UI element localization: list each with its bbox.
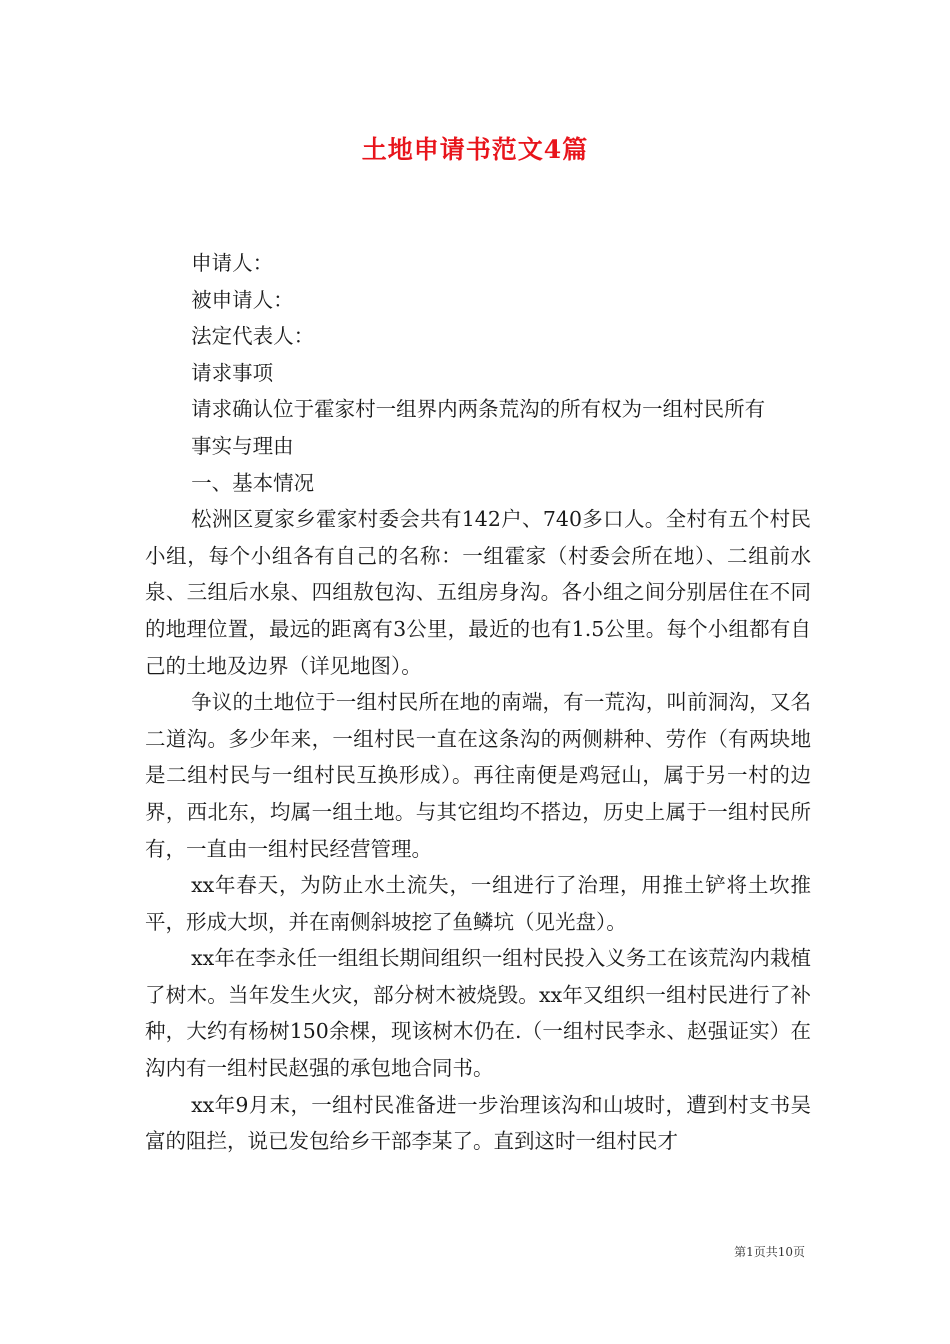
document-title: 土地申请书范文4篇 <box>361 135 589 164</box>
paragraph-respondent: 被申请人： <box>191 287 294 312</box>
paragraph-tree-planting: xx年在李永任一组组长期间组织一组村民投入义务工在该荒沟内栽植了树木。当年发生火灾，部分树木被烧毁。xx年又组织一组村民进行了补种，大约有杨树150余棵，现该树木仍在.（一组村民李永、赵强证实）在沟内有一组村民赵强的承包地合同书。 <box>145 946 811 1081</box>
paragraph-request-heading: 请求事项 <box>191 360 274 385</box>
paragraph-facts-heading: 事实与理由 <box>191 433 294 458</box>
paragraph-village-overview: 松洲区夏家乡霍家村委会共有142户、740多口人。全村有五个村民小组，每个小组各有自己的名称：一组霍家（村委会所在地）、二组前水泉、三组后水泉、四组敖包沟、五组房身沟。各小组之间分别居住在不同的地理位置，最远的距离有3公里，最近的也有1.5公里。每个小组都有自己的土地及边界（详见地图）。 <box>145 507 811 678</box>
paragraph-september-event: xx年9月末，一组村民准备进一步治理该沟和山坡时，遭到村支书吴富的阻拦，说已发包给乡干部李某了。直到这时一组村民才 <box>145 1092 811 1154</box>
paragraph-spring-treatment: xx年春天，为防止水土流失，一组进行了治理，用推土铲将土坎推平，形成大坝，并在南侧斜坡挖了鱼鳞坑（见光盘）。 <box>145 873 811 934</box>
paragraph-request-content: 请求确认位于霍家村一组界内两条荒沟的所有权为一组村民所有 <box>191 397 766 422</box>
paragraph-basic-situation-heading: 一、基本情况 <box>191 470 315 495</box>
paragraph-legal-representative: 法定代表人： <box>191 324 315 349</box>
paragraph-disputed-land: 争议的土地位于一组村民所在地的南端，有一荒沟，叫前洞沟，又名二道沟。多少年来，一组村民一直在这条沟的两侧耕种、劳作（有两块地是二组村民与一组村民互换形成）。再往南便是鸡冠山，属于另一村的边界，西北东，均属一组土地。与其它组均不搭边，历史上属于一组村民所有，一直由一组村民经营管理。 <box>145 690 811 861</box>
page-number-footer: 第1页共10页 <box>734 1245 805 1259</box>
document-body <box>145 245 811 1160</box>
paragraph-applicant: 申请人： <box>191 251 274 275</box>
